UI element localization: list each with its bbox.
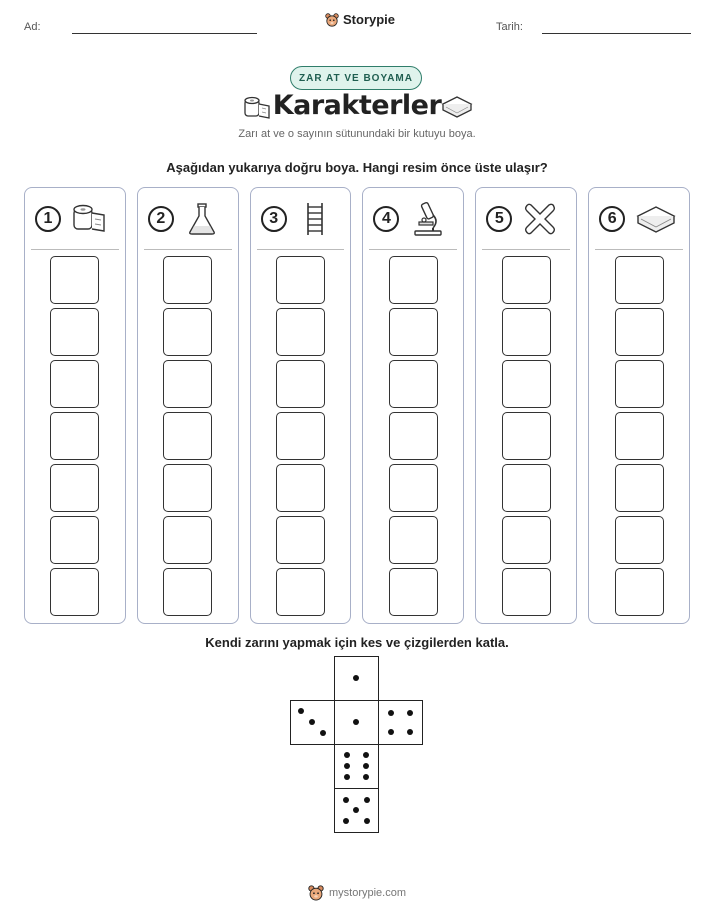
pip: [344, 763, 350, 769]
column-number: 5: [486, 206, 512, 232]
color-box[interactable]: [163, 568, 212, 616]
color-box[interactable]: [615, 360, 664, 408]
color-box[interactable]: [615, 516, 664, 564]
pip: [344, 774, 350, 780]
date-line[interactable]: [542, 33, 691, 34]
box-stack: [138, 256, 238, 616]
pip: [298, 708, 304, 714]
color-box[interactable]: [389, 464, 438, 512]
instruction: Aşağıdan yukarıya doğru boya. Hangi resim önce üste ulaşır?: [166, 160, 548, 175]
box-stack: [363, 256, 463, 616]
column-3: [250, 187, 352, 624]
color-box[interactable]: [502, 308, 551, 356]
box-stack: [589, 256, 689, 616]
column-number: 2: [148, 206, 174, 232]
color-box[interactable]: [163, 256, 212, 304]
column-1: [24, 187, 126, 624]
pip: [353, 807, 359, 813]
column-number: 3: [261, 206, 287, 232]
brand-name: Storypie: [343, 12, 396, 27]
pip: [344, 752, 350, 758]
color-box[interactable]: [50, 308, 99, 356]
pip: [309, 719, 315, 725]
color-box[interactable]: [502, 360, 551, 408]
dice-face-1: [334, 656, 379, 701]
color-box[interactable]: [276, 516, 325, 564]
dice-face-5: [334, 788, 379, 833]
pip: [363, 763, 369, 769]
name-label: Ad:: [24, 21, 41, 33]
column-number: 1: [35, 206, 61, 232]
color-box[interactable]: [163, 516, 212, 564]
color-box[interactable]: [163, 308, 212, 356]
color-box[interactable]: [502, 516, 551, 564]
column-number: 6: [599, 206, 625, 232]
flask-icon: [184, 201, 220, 237]
color-box[interactable]: [615, 412, 664, 460]
x-mark-icon: [522, 201, 558, 237]
color-box[interactable]: [615, 308, 664, 356]
color-box[interactable]: [50, 568, 99, 616]
pip: [388, 710, 394, 716]
column-6: [588, 187, 690, 624]
book-icon: [440, 94, 474, 120]
box-stack: [251, 256, 351, 616]
color-box[interactable]: [276, 412, 325, 460]
color-box[interactable]: [389, 412, 438, 460]
color-box[interactable]: [50, 412, 99, 460]
column-5: [475, 187, 577, 624]
pip: [363, 774, 369, 780]
box-stack: [476, 256, 576, 616]
brand-logo: [325, 12, 395, 27]
page-title: Karakterler: [272, 90, 442, 121]
color-box[interactable]: [50, 516, 99, 564]
color-box[interactable]: [615, 464, 664, 512]
color-box[interactable]: [389, 256, 438, 304]
color-box[interactable]: [163, 360, 212, 408]
subtitle: Zarı at ve o sayının sütunundaki bir kutuyu boya.: [238, 128, 476, 140]
date-label: Tarih:: [496, 21, 523, 33]
dice-face-1: [334, 700, 379, 745]
microscope-icon: [409, 201, 445, 237]
dice-columns: [24, 187, 690, 624]
color-box[interactable]: [389, 360, 438, 408]
book-icon: [635, 201, 677, 237]
color-box[interactable]: [615, 568, 664, 616]
column-number: 4: [373, 206, 399, 232]
color-box[interactable]: [389, 308, 438, 356]
pip: [343, 818, 349, 824]
color-box[interactable]: [502, 464, 551, 512]
dice-face-3: [290, 700, 335, 745]
color-box[interactable]: [389, 568, 438, 616]
pip: [320, 730, 326, 736]
color-box[interactable]: [50, 464, 99, 512]
pip: [353, 719, 359, 725]
color-box[interactable]: [50, 256, 99, 304]
pip: [343, 797, 349, 803]
color-box[interactable]: [50, 360, 99, 408]
footer: [308, 885, 406, 901]
dice-caption: Kendi zarını yapmak için kes ve çizgilerden katla.: [205, 635, 509, 650]
pip: [364, 797, 370, 803]
pip: [353, 675, 359, 681]
color-box[interactable]: [276, 308, 325, 356]
color-box[interactable]: [163, 464, 212, 512]
activity-badge: ZAR AT VE BOYAMA: [290, 66, 422, 90]
color-box[interactable]: [276, 568, 325, 616]
ladder-icon: [297, 201, 333, 237]
color-box[interactable]: [276, 360, 325, 408]
bear-icon: [325, 13, 339, 27]
color-box[interactable]: [276, 464, 325, 512]
dice-face-6: [334, 744, 379, 789]
column-4: [362, 187, 464, 624]
dice-face-4: [378, 700, 423, 745]
color-box[interactable]: [615, 256, 664, 304]
color-box[interactable]: [502, 412, 551, 460]
bear-icon: [308, 885, 324, 901]
pip: [407, 710, 413, 716]
name-line[interactable]: [72, 33, 257, 34]
color-box[interactable]: [502, 568, 551, 616]
pip: [407, 729, 413, 735]
color-box[interactable]: [389, 516, 438, 564]
color-box[interactable]: [276, 256, 325, 304]
box-stack: [25, 256, 125, 616]
pip: [364, 818, 370, 824]
column-2: [137, 187, 239, 624]
color-box[interactable]: [163, 412, 212, 460]
footer-url: mystorypie.com: [329, 887, 407, 899]
pip: [388, 729, 394, 735]
pip: [363, 752, 369, 758]
color-box[interactable]: [502, 256, 551, 304]
toilet-paper-icon: [71, 201, 107, 237]
